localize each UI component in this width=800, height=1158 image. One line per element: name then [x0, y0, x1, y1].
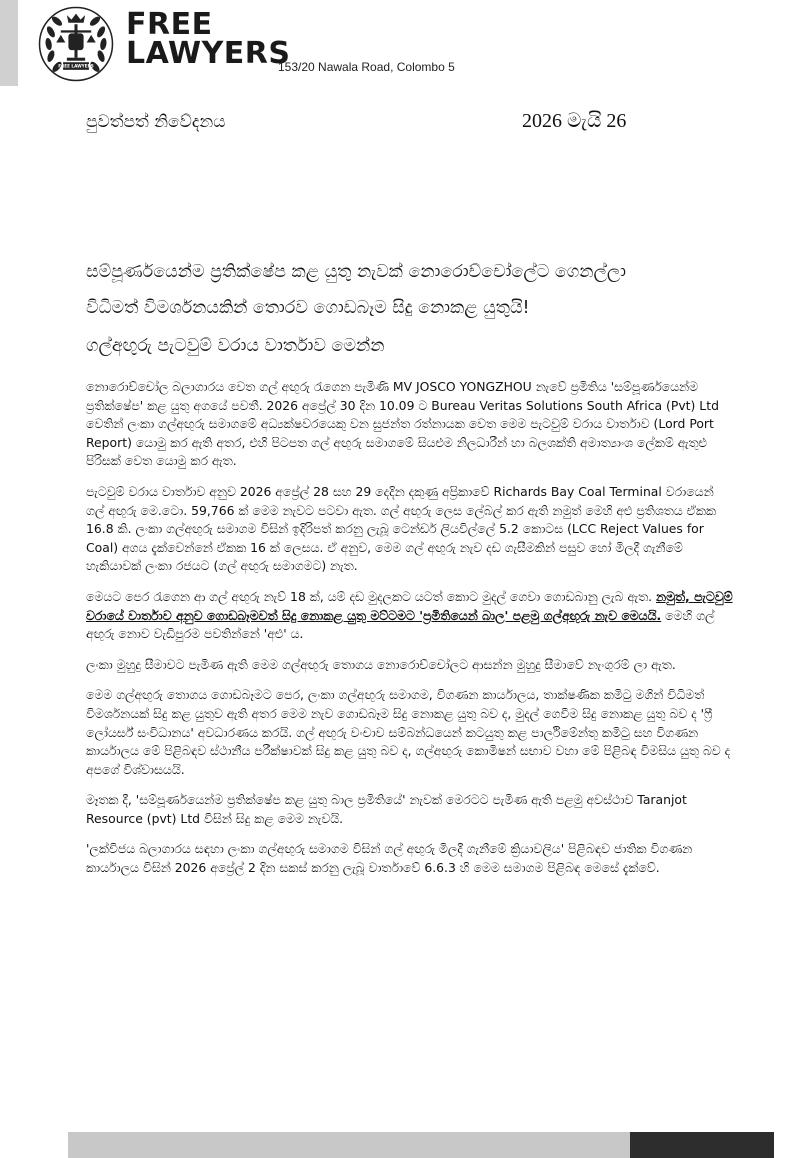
- footer-bar-light: [68, 1132, 630, 1158]
- document-date: 2026 මැයි 26: [522, 110, 627, 132]
- free-lawyers-logo-icon: [38, 6, 114, 82]
- paragraph-6: මෑතක දී, 'සම්පූර්ණයෙන්ම ප්‍රතික්ෂේප කළ යුතු බාල ප්‍රමිතියේ' නැවක් මෙරටට පැමිණ ඇති පළමු අවස්ථාව Taranjot Resource (pvt) Ltd විසින් සිදු කළ මෙම නැවයි.: [86, 792, 687, 826]
- headline-line-1: සම්පූර්ණයෙන්ම ප්‍රතික්ෂේප කළ යුතු නැවක් නොරොච්චෝලේට ගෙනල්ලා: [86, 262, 626, 282]
- paragraph-3: [86, 588, 734, 644]
- left-edge-bar: [0, 0, 18, 86]
- headline-line-3: ගල්අඟුරු පැටවුම් වරාය වාර්තාව මෙන්න: [86, 336, 385, 356]
- paragraph-3-intro: මෙයට පෙර රැගෙන ආ ගල් අඟුරු නැව් 18 ක්, යම් දඩ මුදලකට යටත් කොට මුදල් ගෙවා ගොඩබානු ලැබ ඇත.: [86, 588, 657, 604]
- brand-name: [126, 7, 291, 71]
- footer-bar-dark: [630, 1132, 774, 1158]
- headline-line-2: විධිමත් විමර්ශනයකින් තොරව ගොඩබෑම සිදු නොකළ යුතුයි!: [86, 298, 530, 318]
- paragraph-4: ලංකා මුහුදු සීමාවට පැමිණ ඇති මෙම ගල්අඟුරු තොගය නොරොච්චෝලට ආසන්න මුහුදු සීමාවේ නැංගුරම් ලා ඇත.: [86, 656, 676, 672]
- document-type: පුවත්පත් නිවේදනය: [86, 112, 226, 132]
- brand-line-lawyers: LAWYERS: [126, 36, 291, 71]
- brand-line-free: FREE: [126, 7, 213, 42]
- office-address: 153/20 Nawala Road, Colombo 5: [278, 60, 455, 74]
- paragraph-3-emphasis: නමුත්, පැටවුම් වරායේ වාර්තාව අනුව ගොඩබෑමවත් සිදු නොකළ යුතු මට්ටමට 'ප්‍රමිතියෙන් බාල' පළමු ගල්අඟුරු නැව මෙයයි.: [86, 588, 733, 623]
- svg-text:FREE LAWYERS: FREE LAWYERS: [58, 63, 94, 69]
- paragraph-2: පැටවුම් වරාය වාර්තාව අනුව 2026 අප්‍රේල් 28 සහ 29 දෙදින දකුණු අප්‍රිකාවේ Richards Bay Coal Terminal වරායෙන් ගල් අඟුරු මෙ.ටො. 59,766 ක් මෙම නැවට පටවා ඇත. ගල් අඟුරු ලෙස ලේබල් කර ඇති නමුත් මෙහි අළු ප්‍රතිශතය ඒකක 16.8 කි. ලංකා ගල්අඟුරු සමාගම විසින් ඉදිරිපත් කරනු ලැබූ ටෙන්ඩර් ලියවිල්ලේ 5.2 කොටස (LCC Reject Values for Coal) අගය දැක්වෙන්නේ ඒකක 16 ක් ලෙසය. ඒ අනුව, මෙම ගල් අඟුරු නැව දඩ ගැසීමකින් පසුව හෝ මිලදී ගැනීමේ හැකියාවක් ලංකා රජයට (ගල් අඟුරු සමාගමට) නැත.: [86, 483, 716, 574]
- paragraph-5: මෙම ගල්අඟුරු තොගය ගොඩබෑමට පෙර, ලංකා ගල්අඟුරු සමාගම, විගණන කාර්යාලය, තාක්ෂණික කමිටු මගින් විධිමත් විමර්ශනයක් සිදු කළ යුතුව ඇති අතර මෙම නැව ගොඩබෑම සිදු නොකළ යුතු බව ද, මුදල් ගෙවීම සිදු නොකළ යුතු බව ද 'ෆ්‍රී ලෝයර්ස් සංවිධානය' අවධාරණය කරයි. ගල් අඟුරු වංචාව සම්බන්ධයෙන් කටයුතු කළ පාර්ලිමේන්තු කමිටු සහ විගණන කාර්යාලය මේ පිළිබඳව ස්ථානීය පරීක්ෂාවක් සිදු කළ යුතු බව ද, ගල්අඟුරු කොමිෂන් සභාව වහා මේ පිළිබඳ විමසිය යුතු බව ද අපගේ විශ්වාසයයි.: [86, 687, 731, 777]
- paragraph-3-ash-note: මෙහි ගල් අඟුරු නොව වැඩිපුරම පවතින්නේ 'අළු' ය.: [86, 607, 715, 642]
- paragraph-7: 'ලක්විජය බලාගාරය සඳහා ලංකා ගල්අඟුරු සමාගම විසින් ගල් අඟුරු මිලදී ගැනීමේ ක්‍රියාවලිය' පිළිබඳව ජාතික විගණන කාර්යාලය විසින් 2026 අප්‍රේල් 2 දින සකස් කරනු ලැබූ වාර්තාවේ 6.6.3 හි මෙම සමාගම පිළිබඳ මෙසේ දැක්වේ.: [86, 841, 693, 876]
- paragraph-1: නොරොච්චෝල බලාගාරය වෙත ගල් අඟුරු රැගෙන පැමිණි MV JOSCO YONGZHOU නැවේ ප්‍රමිතිය 'සම්පූර්ණයෙන්ම ප්‍රතික්ෂේප' කළ යුතු අගයේ පවතී. 2026 අප්‍රේල් 30 දින 10.09 ට Bureau Veritas Solutions South Africa (Pvt) Ltd වෙතින් ලංකා ගල්අඟුරු සමාගමේ අධ්‍යක්ෂවරයෙකු වන සුජන්ත රත්නායක වෙත මෙම පැටවුම් වරාය වාර්තාව (Lord Port Report) යොමු කර ඇති අතර, එහි පිටපත ගල් අඟුරු සමාගමේ සියළුම නිලධාරීන් හා බලශක්ති අමාත්‍යාංශ ලේකම් ඇතුළු පිරිසක් වෙත යොමු කර ඇත.: [86, 379, 719, 469]
- press-release-body: [86, 378, 734, 890]
